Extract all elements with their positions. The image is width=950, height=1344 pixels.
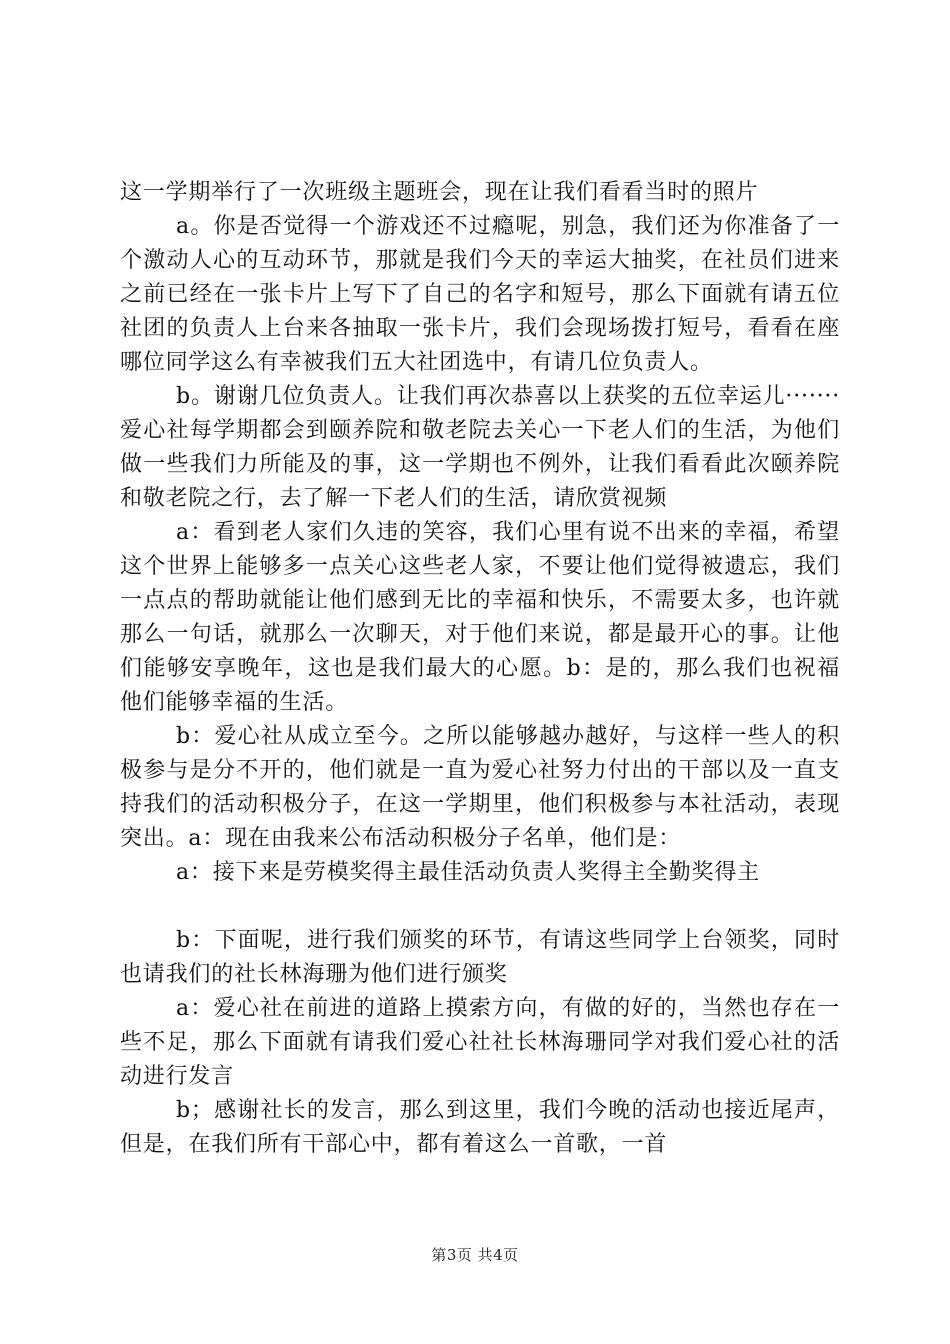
paragraph-4: a：看到老人家们久违的笑容，我们心里有说不出来的幸福，希望这个世界上能够多一点关心这些老人家，不要让他们觉得被遗忘，我们一点点的帮助就能让他们感到无比的幸福和快乐，不需要太多，也许就那么一句话，就那么一次聊天，对于他们来说，都是最开心的事。让他们能够安享晚年，这也是我们最大的心愿。b：是的，那么我们也祝福他们能够幸福的生活。 [120, 520, 840, 715]
blank-line [120, 890, 840, 924]
page-number-footer: 第3页 共4页 [431, 1246, 519, 1264]
paragraph-6: a：接下来是劳模奖得主最佳活动负责人奖得主全勤奖得主 [176, 860, 760, 885]
paragraph-7: b：下面呢，进行我们颁奖的环节，有请这些同学上台领奖，同时也请我们的社长林海珊为他们进行颁奖 [120, 928, 840, 987]
paragraph-5: b：爱心社从成立至今。之所以能够越办越好，与这样一些人的积极参与是分不开的，他们就是一直为爱心社努力付出的干部以及一直支持我们的活动积极分子，在这一学期里，他们积极参与本社活动，表现突出。a：现在由我来公布活动积极分子名单，他们是： [120, 724, 840, 851]
paragraph-8: a：爱心社在前进的道路上摸索方向，有做的好的，当然也存在一些不足，那么下面就有请我们爱心社社长林海珊同学对我们爱心社的活动进行发言 [120, 996, 840, 1089]
paragraph-1: 这一学期举行了一次班级主题班会，现在让我们看看当时的照片 [120, 180, 759, 205]
document-body [120, 176, 840, 1162]
paragraph-3: b。谢谢几位负责人。让我们再次恭喜以上获奖的五位幸运儿·······爱心社每学期都会到颐养院和敬老院去关心一下老人们的生活，为他们做一些我们力所能及的事，这一学期也不例外，让我们看看此次颐养院和敬老院之行，去了解一下老人们的生活，请欣赏视频 [120, 384, 840, 511]
paragraph-2: a。你是否觉得一个游戏还不过瘾呢，别急，我们还为你准备了一个激动人心的互动环节，那就是我们今天的幸运大抽奖，在社员们进来之前已经在一张卡片上写下了自己的名字和短号，那么下面就有请五位社团的负责人上台来各抽取一张卡片，我们会现场拨打短号，看看在座哪位同学这么有幸被我们五大社团选中，有请几位负责人。 [120, 214, 840, 375]
paragraph-9: b；感谢社长的发言，那么到这里，我们今晚的活动也接近尾声，但是，在我们所有干部心中，都有着这么一首歌，一首 [120, 1098, 840, 1157]
